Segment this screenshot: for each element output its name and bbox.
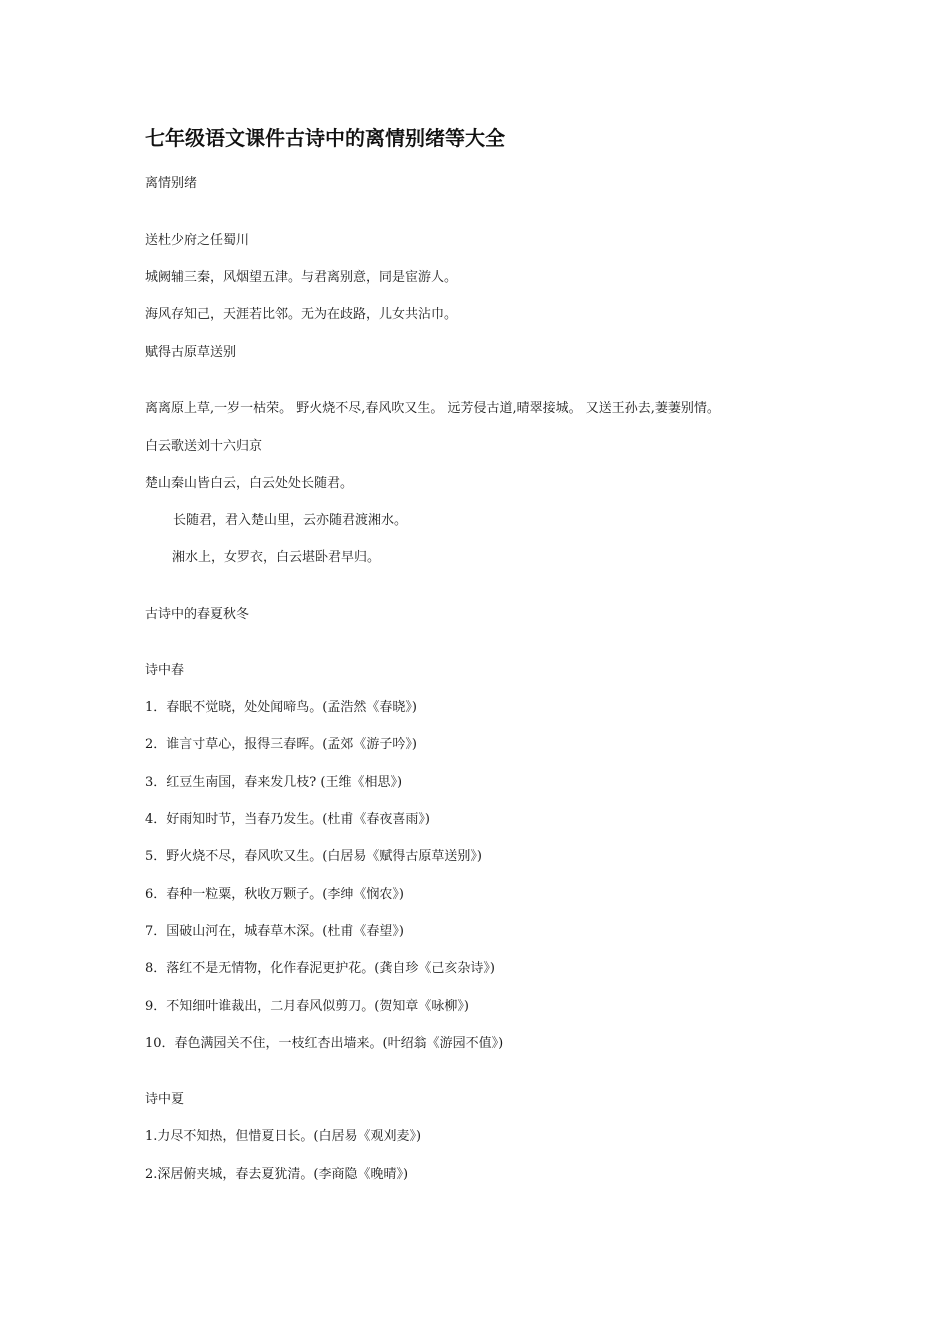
poem-line: 长随君，君入楚山里，云亦随君渡湘水。 <box>173 513 408 528</box>
poem-title: 白云歌送刘十六归京 <box>145 439 263 454</box>
list-item: 6．春种一粒粟，秋收万颗子。(李绅《悯农》) <box>145 887 404 902</box>
list-item: 7．国破山河在，城春草木深。(杜甫《春望》) <box>145 924 404 939</box>
section-heading-farewell: 离情别绪 <box>145 176 198 191</box>
list-item: 5．野火烧不尽，春风吹又生。(白居易《赋得古原草送别》) <box>145 849 482 864</box>
list-item: 2．谁言寸草心，报得三春晖。(孟郊《游子吟》) <box>145 737 417 752</box>
poem-line: 楚山秦山皆白云，白云处处长随君。 <box>145 476 354 491</box>
list-item: 3．红豆生南国，春来发几枝? (王维《相思》) <box>145 775 403 790</box>
poem-line: 离离原上草,一岁一枯荣。 野火烧不尽,春风吹又生。 远芳侵古道,晴翠接城。 又送王孙去,萋萋别情。 <box>145 401 720 416</box>
section-heading-seasons: 古诗中的春夏秋冬 <box>145 607 250 622</box>
subsection-heading-summer: 诗中夏 <box>145 1092 185 1107</box>
list-item: 9．不知细叶谁裁出，二月春风似剪刀。(贺知章《咏柳》) <box>145 999 469 1014</box>
poem-line: 湘水上，女罗衣，白云堪卧君早归。 <box>172 550 381 565</box>
poem-title: 赋得古原草送别 <box>145 345 237 360</box>
list-item: 2.深居俯夹城，春去夏犹清。(李商隐《晚晴》) <box>145 1167 409 1182</box>
list-item: 8．落红不是无情物，化作春泥更护花。(龚自珍《己亥杂诗》) <box>145 961 495 976</box>
subsection-heading-spring: 诗中春 <box>145 663 185 678</box>
poem-line: 海风存知己，天涯若比邻。无为在歧路，儿女共沾巾。 <box>145 307 458 322</box>
poem-title: 送杜少府之任蜀川 <box>145 233 250 248</box>
poem-line: 城阙辅三秦，风烟望五津。与君离别意，同是宦游人。 <box>145 270 458 285</box>
document-title: 七年级语文课件古诗中的离情别绪等大全 <box>145 126 505 150</box>
list-item: 1．春眠不觉晓，处处闻啼鸟。(孟浩然《春晓》) <box>145 700 417 715</box>
list-item: 4．好雨知时节，当春乃发生。(杜甫《春夜喜雨》) <box>145 812 430 827</box>
list-item: 10．春色满园关不住，一枝红杏出墙来。(叶绍翁《游园不值》) <box>145 1036 504 1051</box>
list-item: 1.力尽不知热，但惜夏日长。(白居易《观刈麦》) <box>145 1129 422 1144</box>
